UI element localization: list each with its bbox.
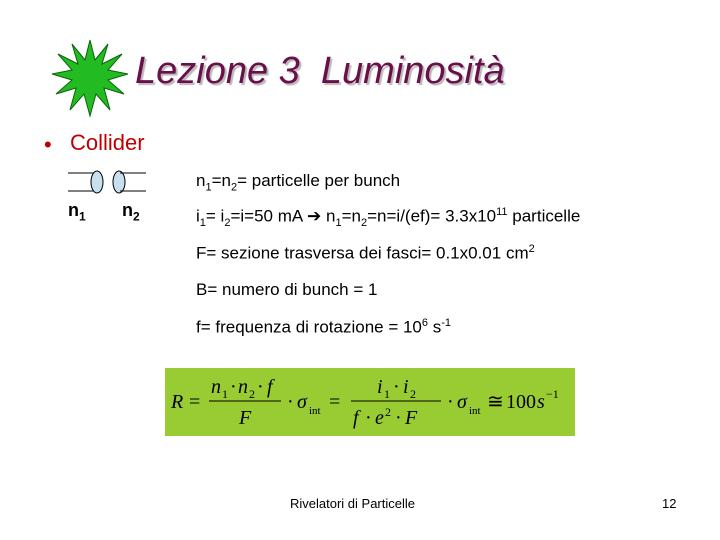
svg-text:F: F bbox=[405, 407, 418, 429]
svg-text:s: s bbox=[537, 391, 545, 413]
arrow-icon: ➔ bbox=[307, 206, 322, 226]
svg-text:1: 1 bbox=[222, 387, 228, 401]
svg-text:1: 1 bbox=[384, 387, 390, 401]
line-frequency: f= frequenza di rotazione = $10^6$ $s^{-1}$ bbox=[196, 317, 452, 337]
line-bunches: B= numero di bunch = 1 bbox=[196, 280, 378, 299]
svg-text:n: n bbox=[211, 376, 221, 398]
svg-text:F: F bbox=[239, 407, 252, 429]
svg-text:=: = bbox=[189, 391, 201, 413]
beam-diagram bbox=[66, 168, 156, 198]
bunch-2-label: $n_2$ bbox=[122, 200, 140, 224]
bunch-1-label: $n_1$ bbox=[68, 200, 86, 224]
svg-text:R: R bbox=[171, 391, 184, 413]
svg-text:·: · bbox=[230, 376, 237, 398]
svg-text:·: · bbox=[395, 407, 402, 429]
svg-text:f: f bbox=[267, 376, 273, 398]
svg-text:i: i bbox=[403, 376, 409, 398]
svg-text:f: f bbox=[353, 407, 359, 429]
line-cross-section: F= sezione trasversa dei fasci= 0.1x0.01 $cm^2$ bbox=[196, 243, 535, 263]
svg-text:·: · bbox=[257, 376, 264, 398]
svg-text:100: 100 bbox=[506, 391, 536, 413]
luminosity-formula bbox=[165, 368, 575, 436]
svg-text:2: 2 bbox=[410, 387, 416, 401]
svg-text:σ: σ bbox=[457, 391, 467, 413]
svg-text:2: 2 bbox=[385, 405, 391, 419]
svg-text:n: n bbox=[238, 376, 248, 398]
slide-title: Lezione 3 Luminosità bbox=[135, 50, 505, 92]
svg-text:≅: ≅ bbox=[487, 391, 504, 413]
starburst-icon bbox=[50, 38, 130, 118]
svg-text:·: · bbox=[447, 391, 454, 413]
bullet-label: Collider bbox=[70, 130, 145, 155]
svg-text:·: · bbox=[365, 407, 372, 429]
bunch-1-ellipse bbox=[91, 171, 103, 193]
line-particles-per-bunch: $n_1=n_2=$ particelle per bunch bbox=[196, 171, 401, 194]
bullet-dot: • bbox=[44, 132, 52, 157]
line-current: $i_1= i_2=i=50$ mA ➔ $n_1=n_2=n=i/(ef)= 3.3x10^{11}$ particelle bbox=[196, 206, 581, 230]
svg-text:σ: σ bbox=[297, 391, 307, 413]
svg-text:=: = bbox=[329, 391, 341, 413]
svg-text:e: e bbox=[375, 407, 384, 429]
bunch-2-ellipse bbox=[113, 171, 125, 193]
svg-text:·: · bbox=[393, 376, 400, 398]
page-number: 12 bbox=[662, 496, 677, 511]
svg-text:·: · bbox=[287, 391, 294, 413]
svg-text:int: int bbox=[469, 405, 481, 417]
svg-text:i: i bbox=[377, 376, 383, 398]
svg-text:int: int bbox=[309, 405, 321, 417]
svg-text:2: 2 bbox=[249, 387, 255, 401]
luminosity-formula-box bbox=[165, 368, 575, 436]
svg-text:−1: −1 bbox=[546, 387, 559, 401]
footer-title: Rivelatori di Particelle bbox=[290, 496, 415, 511]
